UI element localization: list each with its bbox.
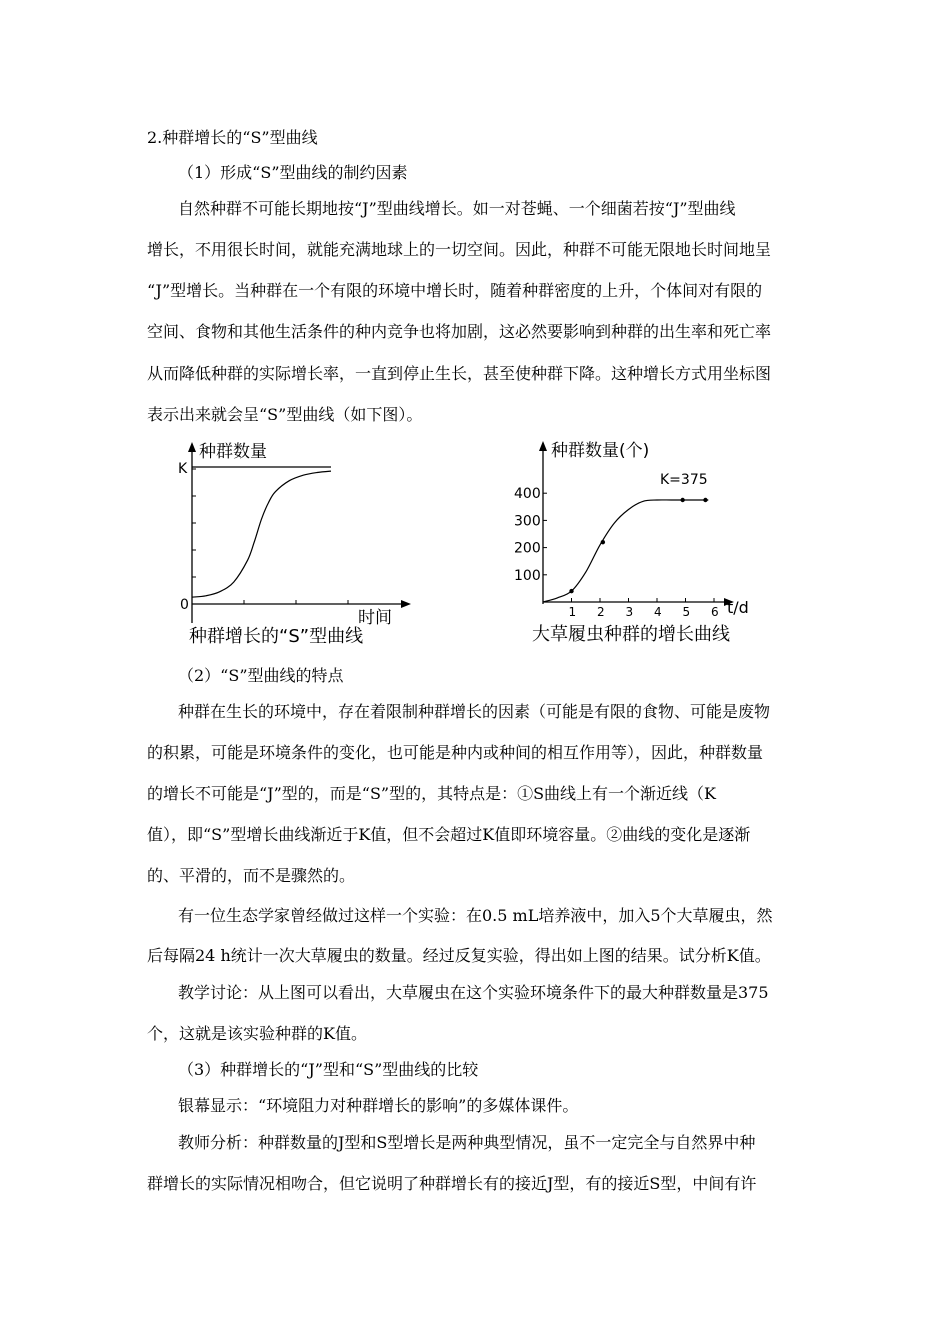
x-axis-arrow-icon	[401, 600, 411, 608]
origin-mark: 0	[180, 597, 189, 613]
k-annotation: K=375	[660, 472, 708, 488]
figure-caption: 种群增长的“S”型曲线	[189, 626, 364, 647]
figure-paramecium	[510, 436, 770, 646]
x-axis-label: t/d	[727, 598, 749, 617]
paragraph-line: 后每隔24 h统计一次大草履虫的数量。经过反复实验，得出如上图的结果。试分析K值。	[147, 946, 771, 965]
paragraph-line: 的增长不可能是“J”型的，而是“S”型的，其特点是：①S曲线上有一个渐近线（K	[147, 784, 717, 803]
paragraph-line: 增长，不用很长时间，就能充满地球上的一切空间。因此，种群不可能无限地长时间地呈	[147, 240, 772, 259]
data-points	[569, 498, 707, 594]
x-tick-label: 5	[682, 605, 691, 619]
data-point	[703, 498, 707, 502]
y-tick-label: 100	[514, 567, 541, 584]
subsection-heading: （2）“S”型曲线的特点	[178, 666, 344, 685]
x-axis-label: 时间	[358, 608, 392, 628]
y-axis-label: 种群数量	[199, 442, 267, 462]
paragraph-line: 的、平滑的，而不是骤然的。	[147, 866, 356, 885]
k-mark: K	[178, 461, 188, 477]
paragraph-line: 教学讨论：从上图可以看出，大草履虫在这个实验环境条件下的最大种群数量是375	[178, 983, 769, 1002]
paragraph-line: 银幕显示：“环境阻力对种群增长的影响”的多媒体课件。	[178, 1096, 579, 1115]
x-tick-label: 4	[654, 605, 662, 619]
axis-ticks	[514, 486, 719, 619]
paragraph-line: 从而降低种群的实际增长率，一直到停止生长，甚至使种群下降。这种增长方式用坐标图	[147, 364, 772, 383]
x-tick-label: 6	[711, 605, 719, 619]
y-tick-label: 200	[514, 540, 541, 557]
paragraph-line: 表示出来就会呈“S”型曲线（如下图）。	[147, 405, 423, 424]
s-curve-chart	[165, 438, 425, 643]
x-tick-label: 1	[568, 605, 577, 619]
paragraph-line: 个，这就是该实验种群的K值。	[147, 1024, 367, 1043]
y-tick-label: 400	[514, 486, 541, 503]
data-point	[569, 589, 573, 593]
y-axis-arrow-icon	[188, 442, 196, 452]
paramecium-chart	[510, 436, 770, 646]
growth-curve-line	[543, 500, 708, 602]
subsection-heading: （1）形成“S”型曲线的制约因素	[178, 163, 408, 182]
y-tick-label: 300	[514, 513, 541, 530]
paragraph-line: “J”型增长。当种群在一个有限的环境中增长时，随着种群密度的上升，个体间对有限的	[147, 281, 763, 300]
paragraph-line: 的积累，可能是环境条件的变化，也可能是种内或种间的相互作用等），因此，种群数量	[147, 743, 764, 762]
figure-caption: 大草履虫种群的增长曲线	[532, 624, 730, 645]
paragraph-line: 群增长的实际情况相吻合，但它说明了种群增长有的接近J型，有的接近S型，中间有许	[147, 1174, 757, 1193]
data-point	[601, 540, 605, 544]
paragraph-line: 教师分析：种群数量的J型和S型增长是两种典型情况，虽不一定完全与自然界中种	[178, 1133, 756, 1152]
y-axis-label: 种群数量(个)	[551, 441, 650, 461]
y-ticks	[192, 469, 348, 604]
paragraph-line: 有一位生态学家曾经做过这样一个实验：在0.5 mL培养液中，加入5个大草履虫，然	[178, 906, 773, 925]
figure-s-curve	[165, 438, 425, 647]
paragraph-line: 值），即“S”型增长曲线渐近于K值，但不会超过K值即环境容量。②曲线的变化是逐渐	[147, 825, 751, 844]
data-point	[680, 498, 684, 502]
section-heading: 2.种群增长的“S”型曲线	[147, 128, 318, 147]
paragraph-line: 种群在生长的环境中，存在着限制种群增长的因素（可能是有限的食物、可能是废物	[178, 702, 771, 721]
y-axis-arrow-icon	[539, 441, 547, 451]
paragraph-line: 空间、食物和其他生活条件的种内竞争也将加剧，这必然要影响到种群的出生率和死亡率	[147, 322, 772, 341]
paragraph-line: 自然种群不可能长期地按“J”型曲线增长。如一对苍蝇、一个细菌若按“J”型曲线	[178, 199, 736, 218]
s-curve-line	[192, 471, 331, 597]
subsection-heading: （3）种群增长的“J”型和“S”型曲线的比较	[178, 1060, 479, 1079]
x-tick-label: 3	[625, 605, 634, 619]
x-tick-label: 2	[597, 605, 605, 619]
